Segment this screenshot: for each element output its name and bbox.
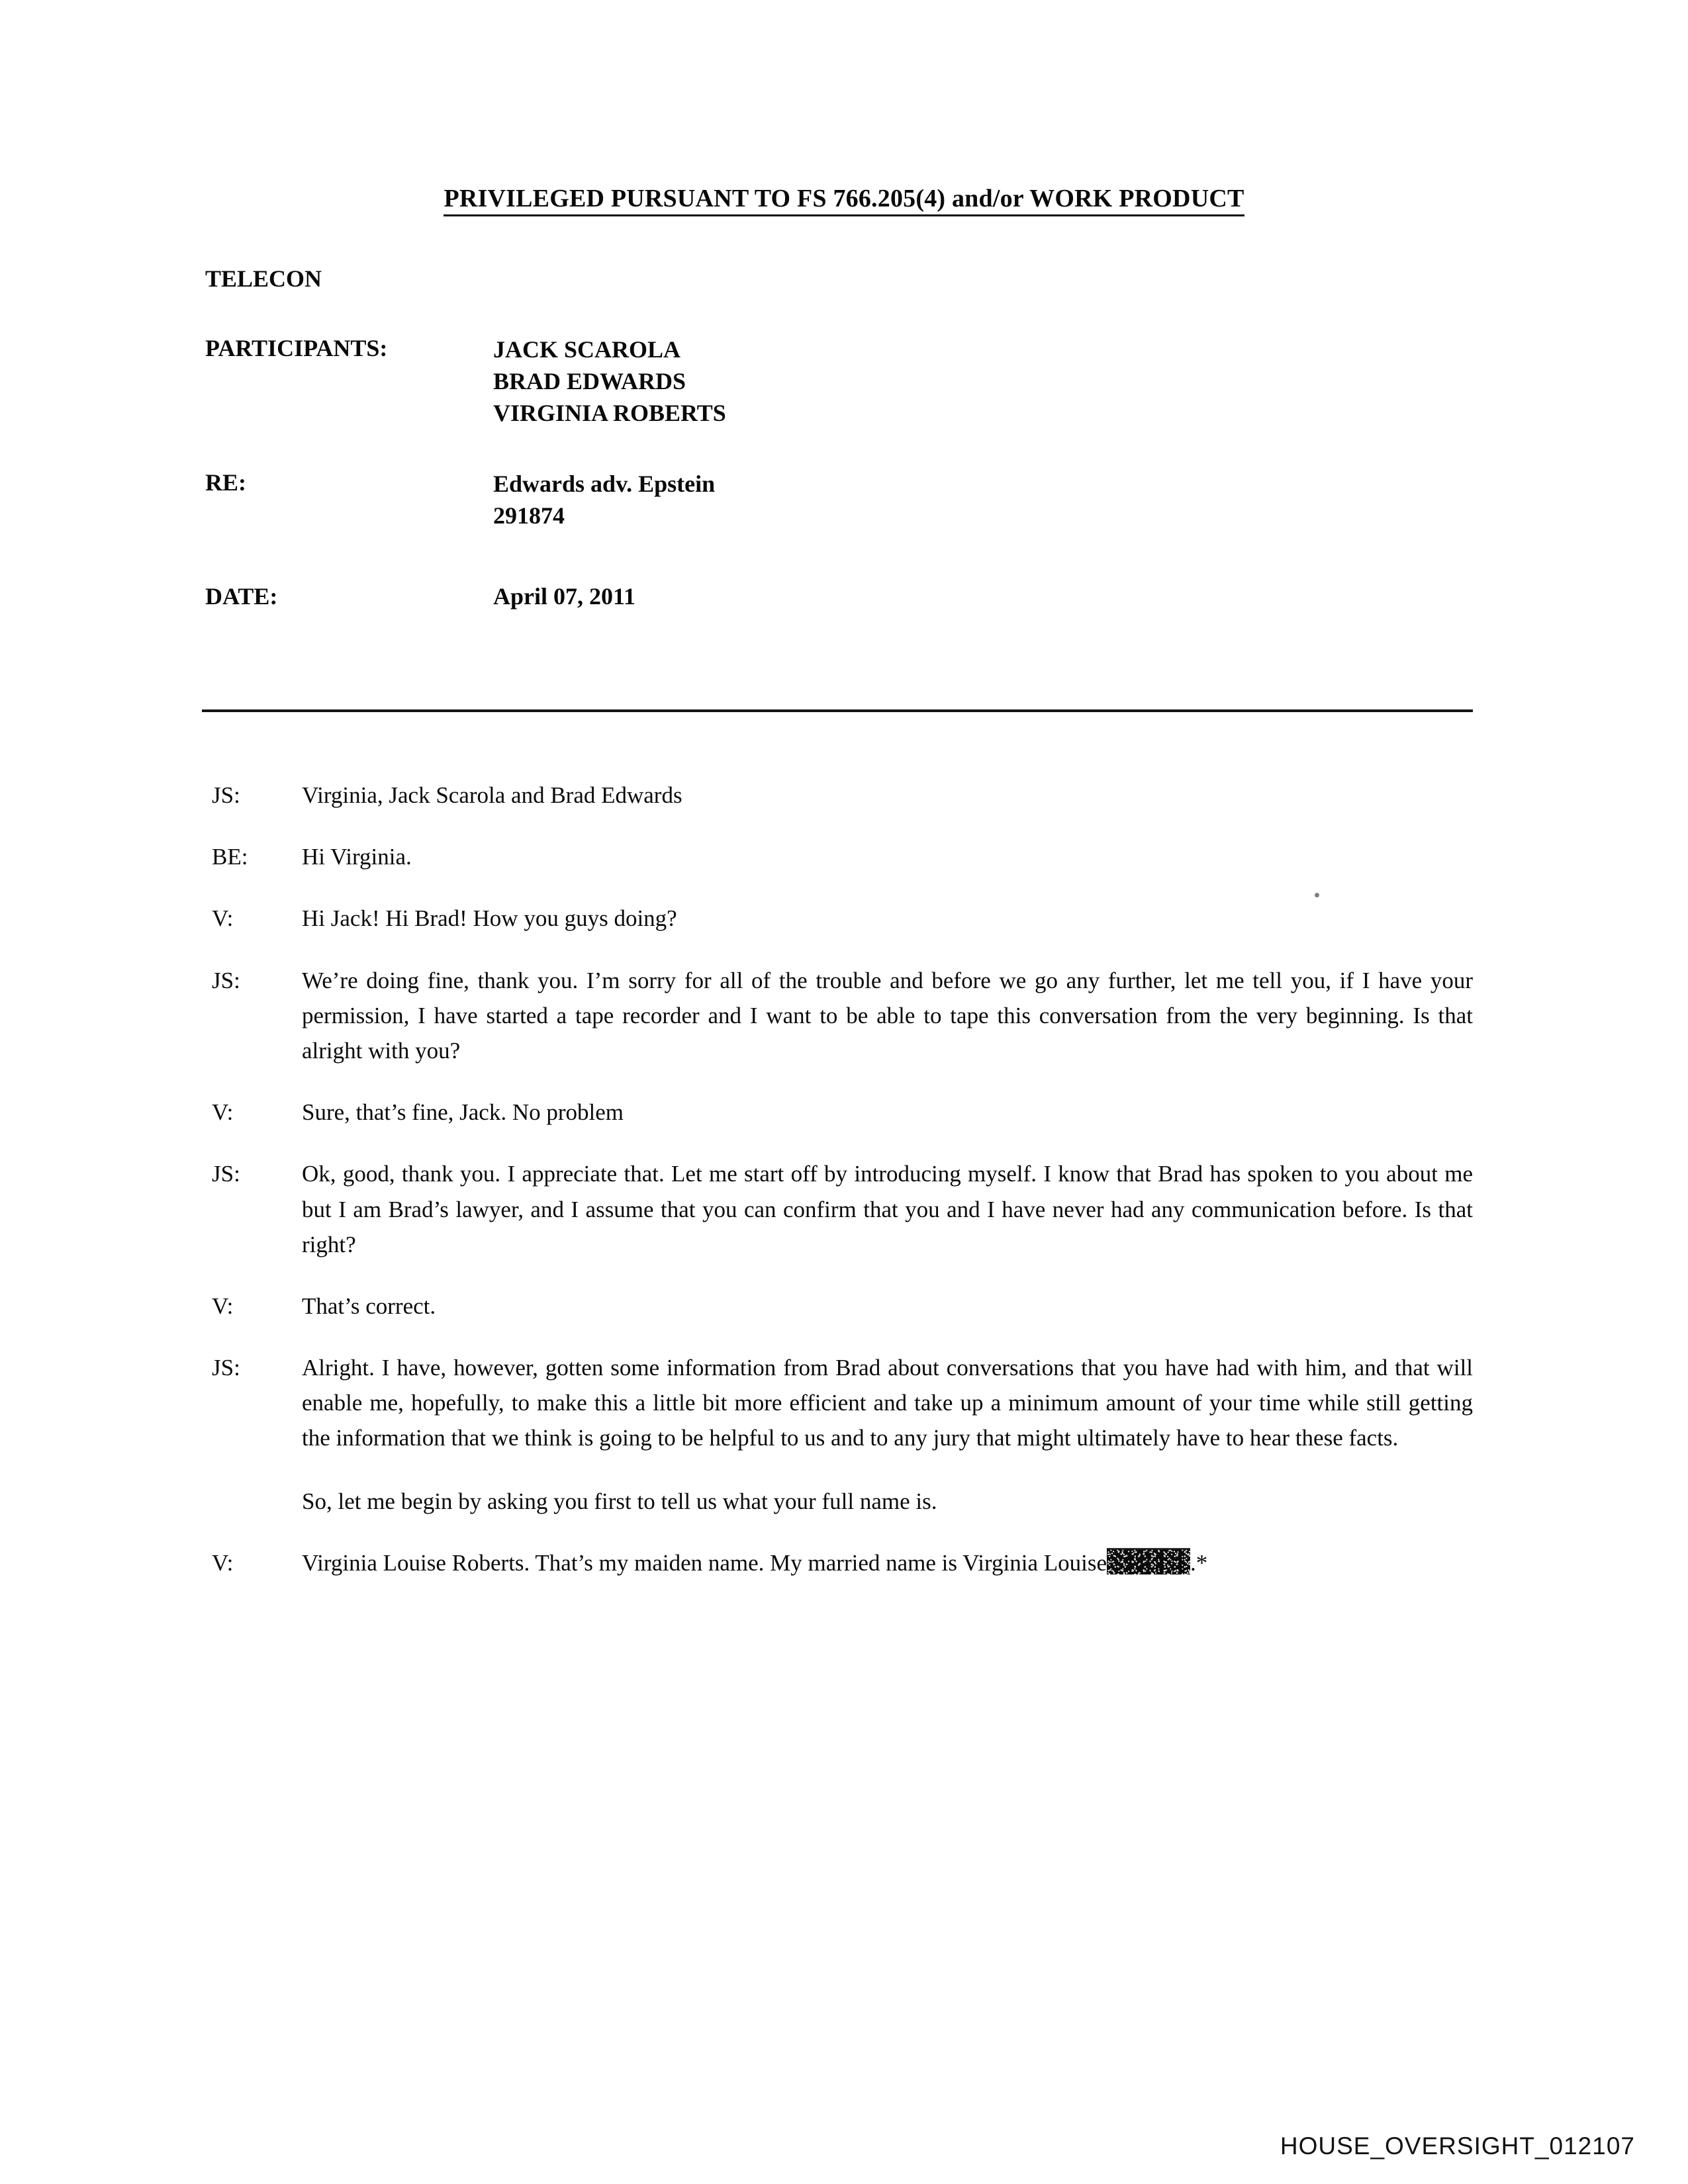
turn-paragraph: Sure, that’s fine, Jack. No problem <box>302 1099 624 1126</box>
date-row <box>205 582 1397 610</box>
date-value: April 07, 2011 <box>493 583 636 610</box>
speaker-label: V: <box>212 1099 234 1126</box>
turn-paragraph: Ok, good, thank you. I appreciate that. Let me start off by introducing myself. I know that Brad has spoken to you about me but I am Brad’s lawyer, and I assume that you can confirm that you and I have never had any communication before. Is that right? <box>302 1161 1473 1257</box>
speaker-label: V: <box>212 1549 234 1576</box>
re-file-number: 291874 <box>493 502 565 529</box>
participant-name: JACK SCAROLA <box>493 336 681 363</box>
header-divider <box>202 709 1473 712</box>
re-matter: Edwards adv. Epstein <box>493 471 716 497</box>
speaker-label: JS: <box>212 1355 240 1381</box>
speaker-label: V: <box>212 905 234 932</box>
transcript-turn <box>212 901 1473 936</box>
transcript-turn <box>212 1350 1473 1519</box>
telecon-label-row <box>205 265 1397 293</box>
transcript-turn <box>212 963 1473 1069</box>
turn-paragraph: Hi Jack! Hi Brad! How you guys doing? <box>302 905 677 932</box>
turn-paragraph: We’re doing fine, thank you. I’m sorry for all of the trouble and before we go any further, let me tell you, if I have your permission, I have started a tape recorder and I want to be able to tape this conversation from the very beginning. Is that alright with you? <box>302 967 1473 1064</box>
final-text-before-redaction: Virginia Louise Roberts. That’s my maiden name. My married name is Virginia Louise <box>302 1549 1107 1576</box>
transcript-turn <box>212 1289 1473 1324</box>
transcript-turn <box>212 1095 1473 1130</box>
turn-paragraph: So, let me begin by asking you first to tell us what your full name is. <box>302 1488 937 1514</box>
redacted-name-block <box>1107 1548 1190 1574</box>
bates-number: HOUSE_OVERSIGHT_012107 <box>1280 2132 1635 2160</box>
transcript-turn <box>212 1156 1473 1262</box>
date-label: DATE: <box>205 583 278 610</box>
re-values <box>493 469 715 532</box>
re-label: RE: <box>205 469 246 496</box>
transcript-body <box>212 778 1473 1607</box>
participants-label: PARTICIPANTS: <box>205 335 388 361</box>
speaker-label: JS: <box>212 1161 240 1187</box>
transcript-turn <box>212 839 1473 874</box>
turn-paragraph: Hi Virginia. <box>302 844 412 870</box>
participant-name: VIRGINIA ROBERTS <box>493 399 726 426</box>
turn-paragraph: Virginia, Jack Scarola and Brad Edwards <box>302 782 682 808</box>
speaker-label: V: <box>212 1293 234 1319</box>
speaker-label: JS: <box>212 782 240 808</box>
re-row <box>205 469 1397 532</box>
participant-name: BRAD EDWARDS <box>493 367 686 394</box>
turn-paragraph: That’s correct. <box>302 1293 436 1319</box>
page-title <box>0 184 1688 213</box>
telecon-label: TELECON <box>205 265 322 292</box>
turn-paragraph-redacted <box>302 1545 1473 1580</box>
participants-values <box>493 334 726 430</box>
transcript-turn <box>212 778 1473 813</box>
transcript-turn-final <box>212 1545 1473 1580</box>
turn-paragraph: Alright. I have, however, gotten some information from Brad about conversations that you have had with him, and that will enable me, hopefully, to make this a little bit more efficient and take up a minimum amount of your time while still getting the information that we think is going to be helpful to us and to any jury that might ultimately have to hear these facts. <box>302 1355 1473 1451</box>
speaker-label: BE: <box>212 844 248 870</box>
speaker-label: JS: <box>212 967 240 993</box>
page-title-text: PRIVILEGED PURSUANT TO FS 766.205(4) and/or WORK PRODUCT <box>444 185 1244 216</box>
participants-row <box>205 334 1397 430</box>
final-text-after-redaction: .* <box>1190 1549 1208 1576</box>
